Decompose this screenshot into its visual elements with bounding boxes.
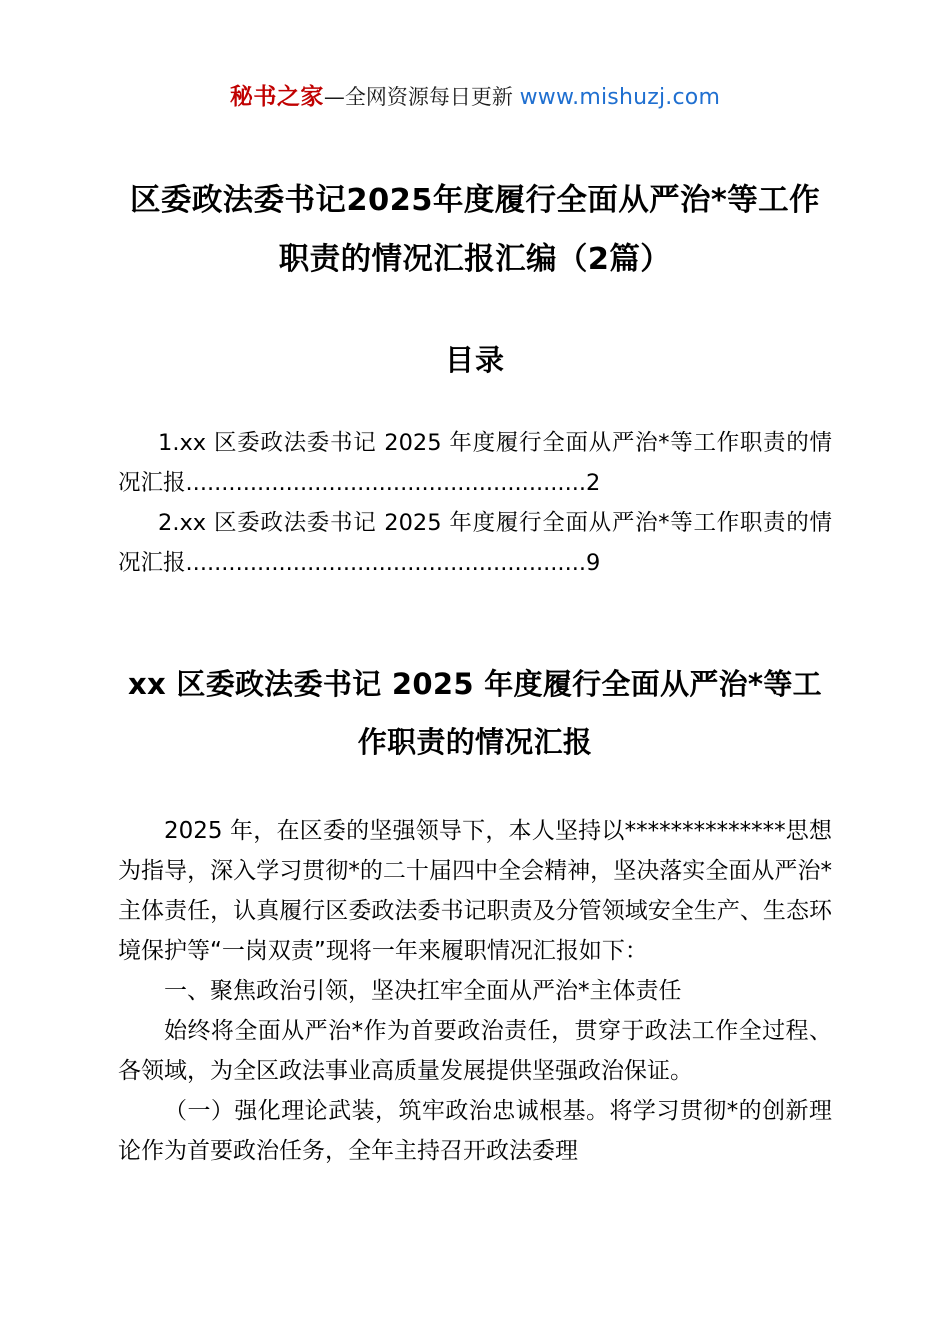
toc-entry-text: 1.xx 区委政法委书记 2025 年度履行全面从严治*等工作职责的情况汇报 — [118, 429, 832, 496]
site-slogan: —全网资源每日更新 — [323, 85, 520, 109]
toc-leader-dots: ........................................................ — [185, 469, 587, 496]
site-url[interactable]: www.mishuzj.com — [519, 85, 721, 110]
body-paragraph: 一、聚焦政治引领，坚决扛牢全面从严治*主体责任 — [164, 978, 682, 1005]
site-brand: 秘书之家 — [229, 84, 324, 110]
table-of-contents — [118, 423, 832, 583]
page-title: 区委政法委书记2025年度履行全面从严治*等工作职责的情况汇报汇编（2篇） — [130, 183, 820, 278]
toc-entry[interactable] — [118, 503, 832, 583]
toc-page-number: 9 — [586, 550, 601, 577]
toc-page-number: 2 — [586, 469, 601, 496]
section-title: xx 区委政法委书记 2025 年度履行全面从严治*等工作职责的情况汇报 — [128, 667, 822, 760]
body-paragraph: 始终将全面从严治*作为首要政治责任，贯穿于政法工作全过程、各领域，为全区政法事业高质量发展提供坚强政治保证。 — [118, 1018, 832, 1085]
toc-entry[interactable] — [118, 423, 832, 503]
site-banner — [118, 0, 832, 109]
body-paragraph: 2025 年，在区委的坚强领导下，本人坚持以**************思想为指导，深入学习贯彻*的二十届四中全会精神，坚决落实全面从严治*主体责任，认真履行区委政法委书记职责及分管领域安全生产、生态环境保护等“一岗双责”现将一年来履职情况汇报如下： — [118, 818, 832, 965]
body-paragraph: （一）强化理论武装，筑牢政治忠诚根基。将学习贯彻*的创新理论作为首要政治任务，全年主持召开政法委理 — [118, 1098, 832, 1165]
toc-heading: 目录 — [444, 342, 505, 377]
toc-leader-dots: ........................................................ — [185, 550, 587, 577]
toc-entry-text: 2.xx 区委政法委书记 2025 年度履行全面从严治*等工作职责的情况汇报 — [118, 510, 832, 577]
document-body — [118, 811, 832, 1171]
